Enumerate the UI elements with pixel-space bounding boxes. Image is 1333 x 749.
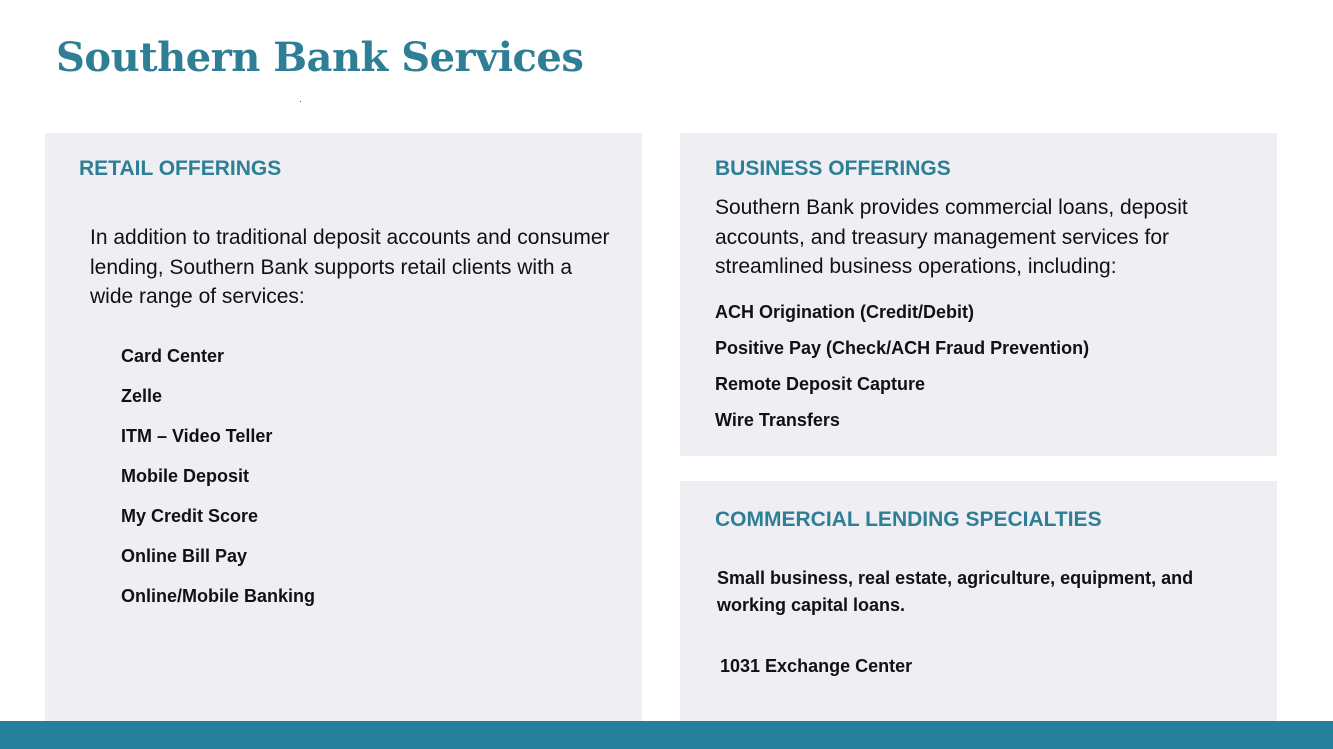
list-item: Online Bill Pay — [121, 546, 248, 566]
commercial-lending-panel — [680, 481, 1277, 721]
list-item: Remote Deposit Capture — [715, 374, 926, 394]
list-item: Online/Mobile Banking — [121, 586, 316, 606]
commercial-lending-description: Small business, real estate, agriculture, equipment, and working capital loans. — [717, 568, 1194, 615]
business-offerings-intro: Southern Bank provides commercial loans, deposit accounts, and treasury management services for streamlined business operations, including: — [715, 196, 1188, 278]
retail-offerings-panel — [45, 133, 642, 721]
list-item: My Credit Score — [121, 506, 259, 526]
exchange-center-label: 1031 Exchange Center — [720, 656, 913, 676]
list-item: Mobile Deposit — [121, 466, 250, 486]
retail-services-list — [121, 336, 315, 616]
footer-bar — [0, 721, 1333, 749]
business-services-list — [715, 294, 1089, 438]
list-item: Positive Pay (Check/ACH Fraud Prevention) — [715, 338, 1090, 358]
list-item: Wire Transfers — [715, 410, 840, 430]
list-item: ACH Origination (Credit/Debit) — [715, 302, 974, 322]
commercial-lending-heading: COMMERCIAL LENDING SPECIALTIES — [715, 508, 1102, 531]
list-item: ITM – Video Teller — [121, 426, 273, 446]
stray-dot — [300, 101, 301, 102]
list-item: Zelle — [121, 386, 163, 406]
page-title: Southern Bank Services — [56, 34, 584, 81]
business-offerings-heading: BUSINESS OFFERINGS — [715, 157, 951, 180]
retail-offerings-intro: In addition to traditional deposit accounts and consumer lending, Southern Bank supports retail clients with a wide range of services: — [90, 226, 610, 308]
list-item: Card Center — [121, 346, 225, 366]
business-offerings-panel — [680, 133, 1277, 456]
retail-offerings-heading: RETAIL OFFERINGS — [79, 157, 282, 180]
